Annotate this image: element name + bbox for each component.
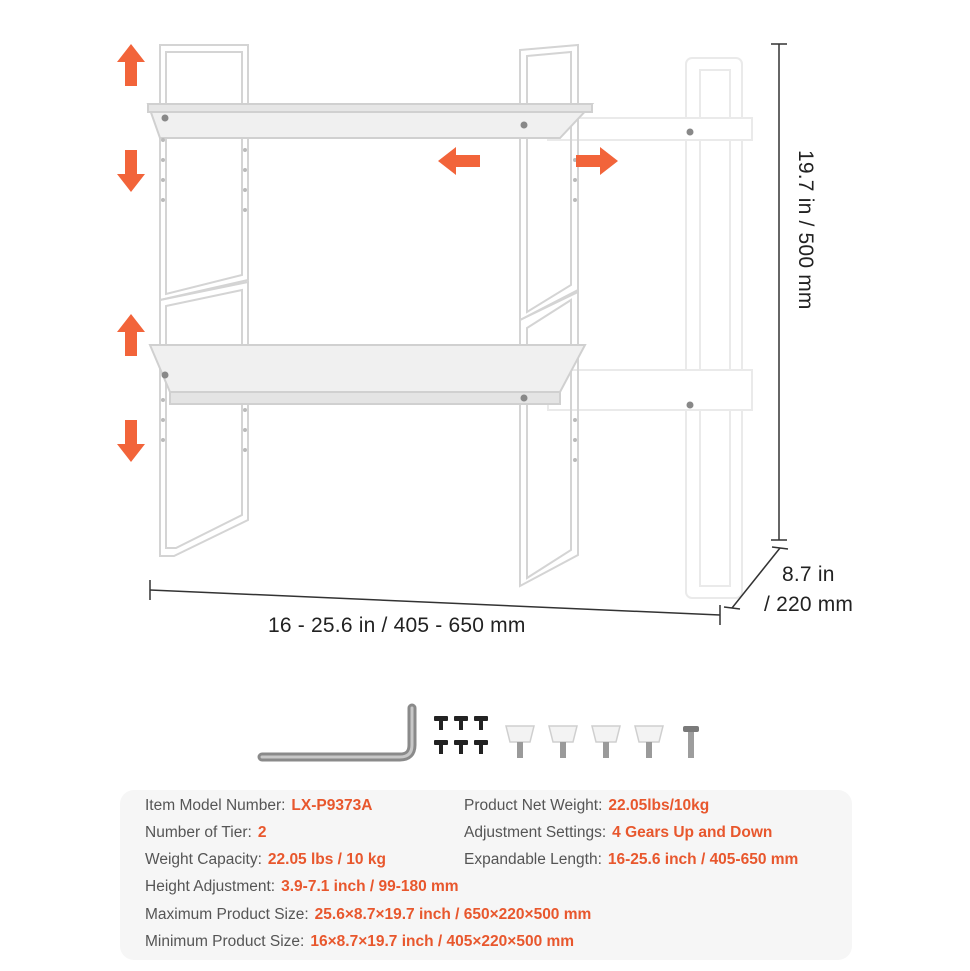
arrow-down-icon	[117, 150, 145, 192]
screw-icons	[434, 716, 488, 754]
spec-adjustment-settings	[464, 824, 772, 842]
arrow-right-icon	[576, 147, 618, 175]
depth-in-label: 8.7 in	[782, 563, 835, 586]
depth-mm-label: / 220 mm	[764, 593, 854, 616]
spec-value: 22.05 lbs / 10 kg	[267, 851, 386, 868]
top-shelf-board	[148, 104, 592, 138]
spec-key: Number of Tier:	[145, 824, 252, 841]
spec-weight-capacity	[145, 851, 386, 869]
spec-key: Minimum Product Size:	[145, 933, 305, 950]
long-screw-icon	[683, 726, 699, 758]
foot-pad-icons	[506, 726, 663, 758]
arrow-up-icon	[117, 44, 145, 86]
spec-key: Adjustment Settings:	[464, 824, 607, 841]
bottom-shelf-board	[150, 345, 585, 404]
spec-panel	[120, 790, 852, 960]
spec-key: Item Model Number:	[145, 797, 286, 814]
spec-expandable-length	[464, 851, 798, 869]
spec-value: 22.05lbs/10kg	[608, 797, 710, 814]
hex-key-icon	[262, 708, 412, 757]
spec-key: Maximum Product Size:	[145, 906, 309, 923]
spec-value: 3.9-7.1 inch / 99-180 mm	[281, 878, 459, 895]
arrow-up-icon	[117, 314, 145, 356]
spec-max-size	[145, 906, 591, 924]
spec-value: 16-25.6 inch / 405-650 mm	[607, 851, 799, 868]
spec-value: 16×8.7×19.7 inch / 405×220×500 mm	[310, 933, 575, 950]
spec-net-weight	[464, 797, 709, 815]
spec-number-of-tier	[145, 824, 266, 842]
spec-value: LX-P9373A	[291, 797, 373, 814]
spec-value: 25.6×8.7×19.7 inch / 650×220×500 mm	[314, 906, 592, 923]
spec-key: Expandable Length:	[464, 851, 602, 868]
height-dimension-label: 19.7 in / 500 mm	[794, 150, 817, 310]
spec-key: Weight Capacity:	[145, 851, 262, 868]
spec-model-number	[145, 797, 372, 815]
spec-height-adjustment	[145, 878, 459, 896]
spec-key: Product Net Weight:	[464, 797, 603, 814]
spec-min-size	[145, 933, 574, 951]
adjustment-holes	[161, 138, 577, 462]
spec-value: 4 Gears Up and Down	[612, 824, 773, 841]
spec-key: Height Adjustment:	[145, 878, 276, 895]
spec-value: 2	[257, 824, 267, 841]
arrow-left-icon	[438, 147, 480, 175]
depth-dimension-label	[764, 560, 853, 620]
width-dimension-label: 16 - 25.6 in / 405 - 650 mm	[268, 614, 526, 637]
arrow-down-icon	[117, 420, 145, 462]
